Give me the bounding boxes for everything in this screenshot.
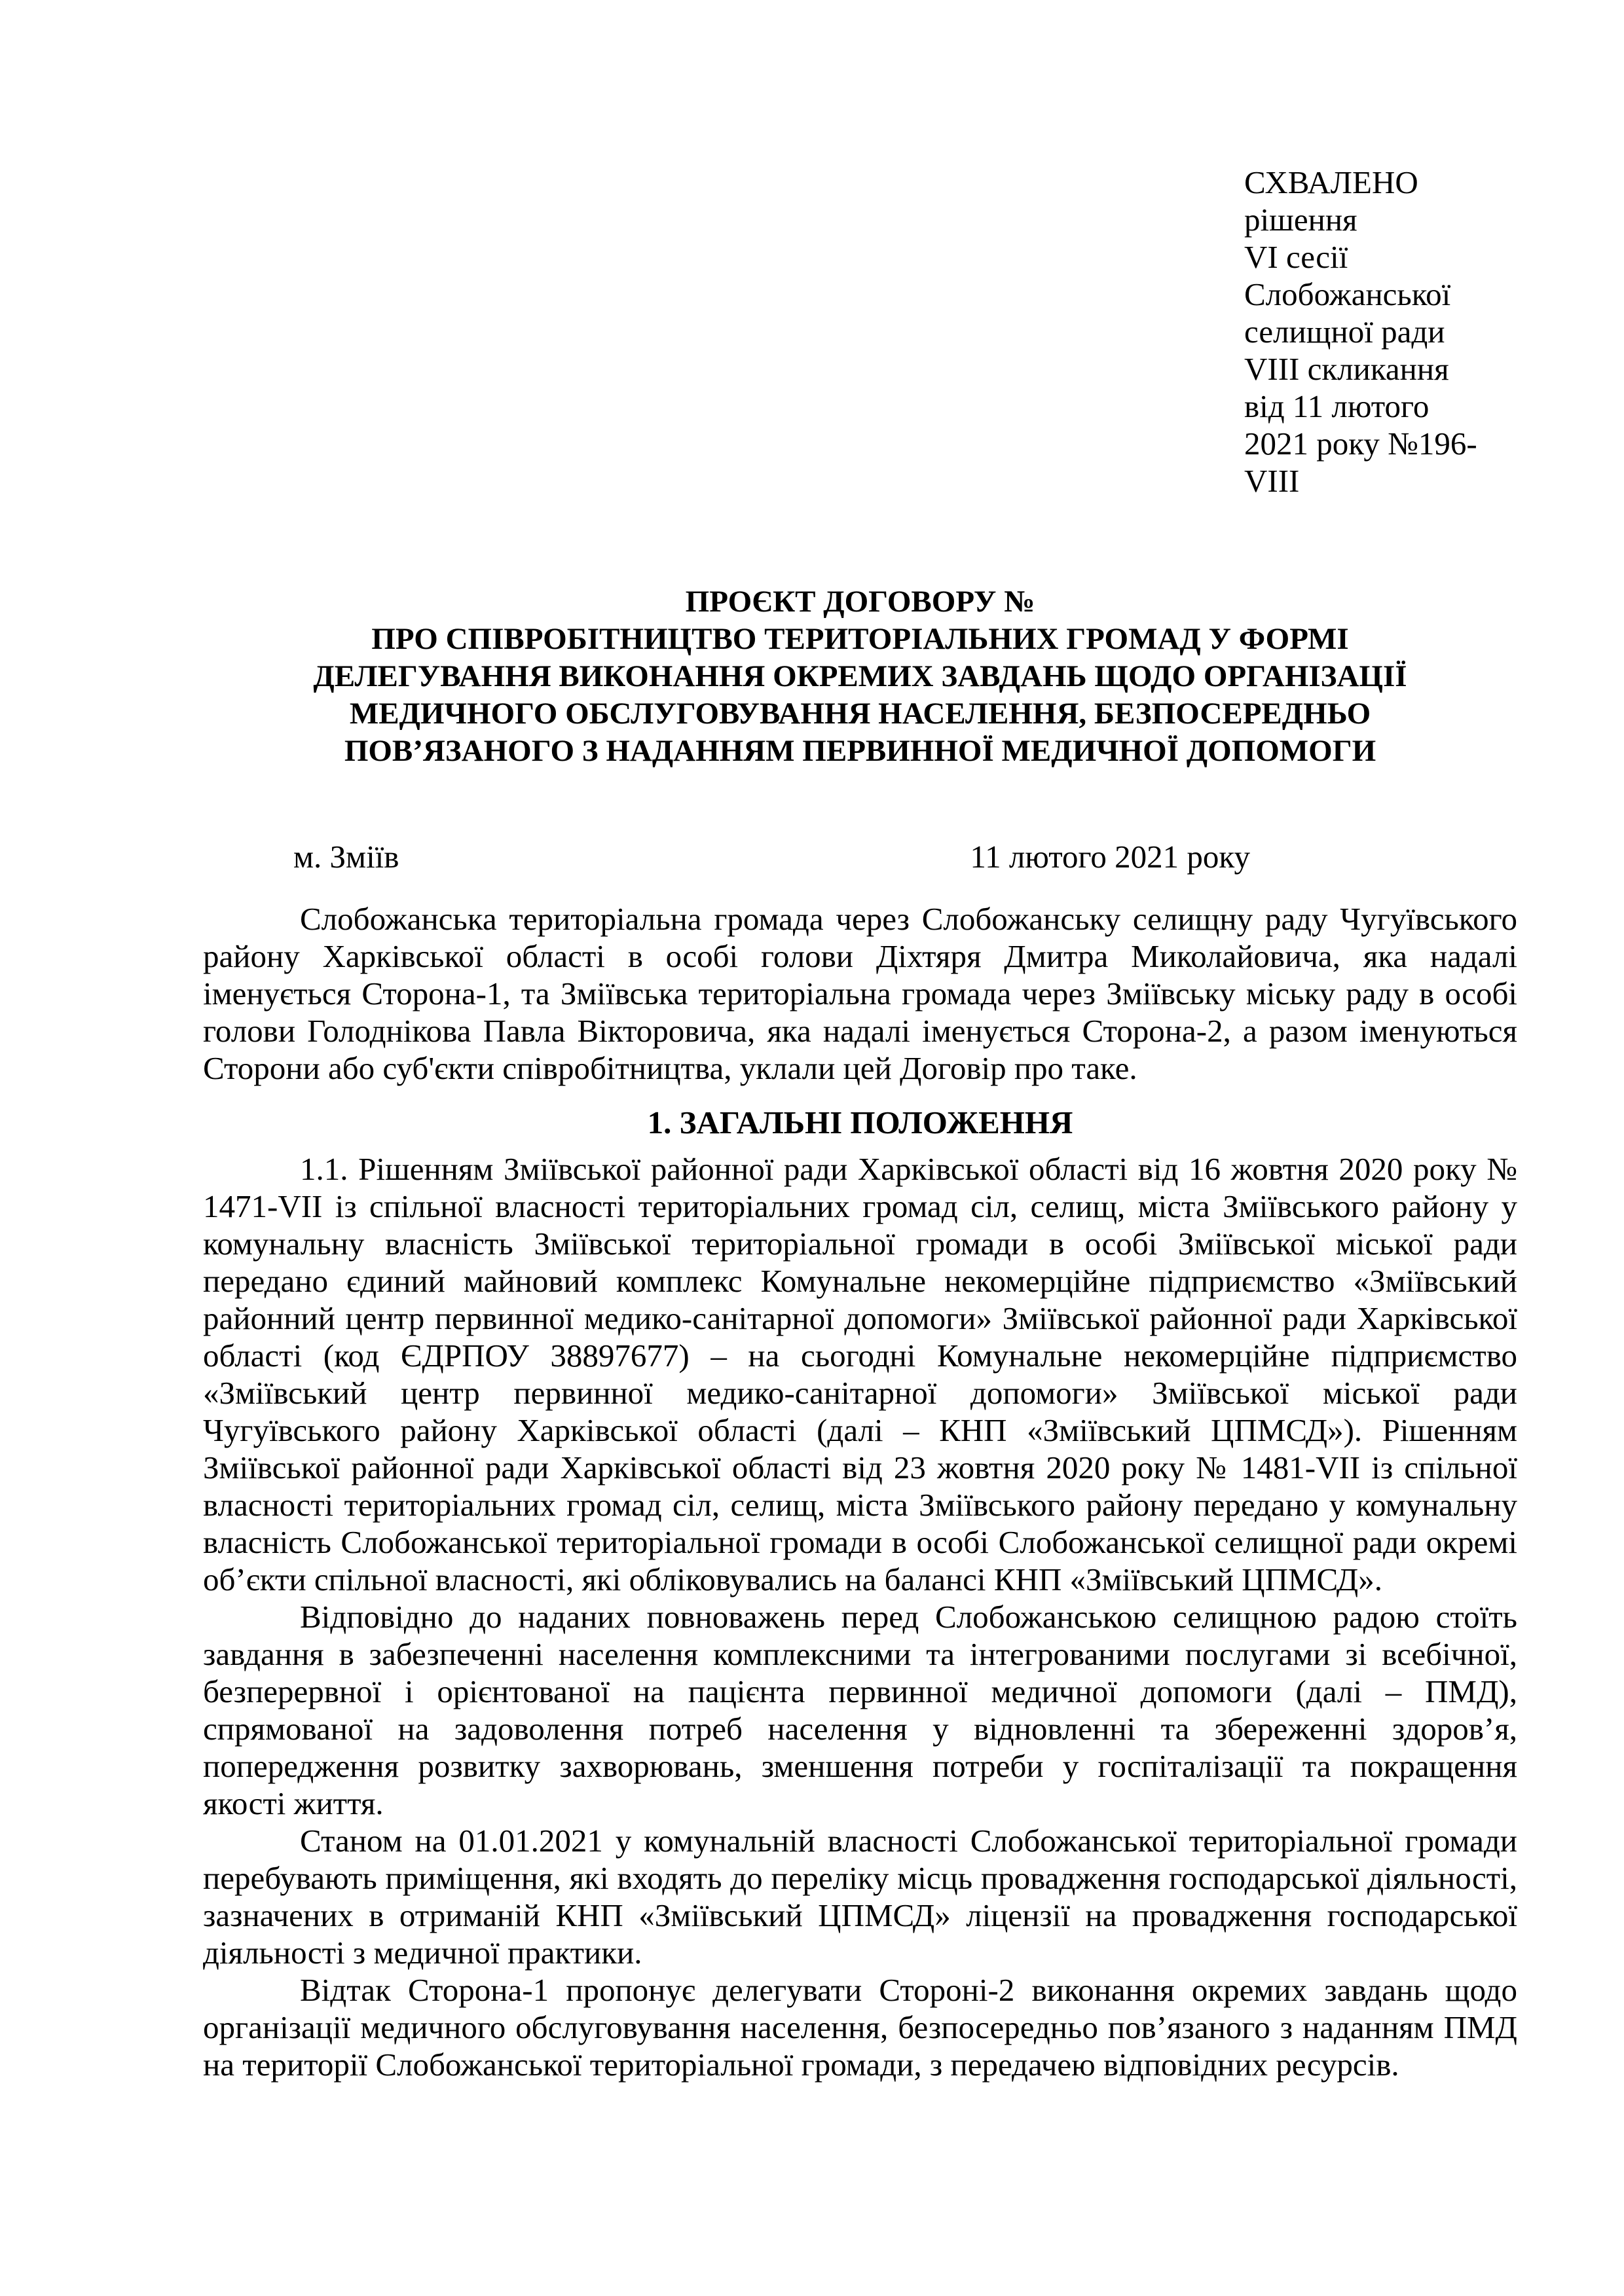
- title-line: МЕДИЧНОГО ОБСЛУГОВУВАННЯ НАСЕЛЕННЯ, БЕЗПОСЕРЕДНЬО: [349, 697, 1371, 731]
- approval-line: 2021 року №196-: [1244, 426, 1477, 462]
- paragraph-property-status: Станом на 01.01.2021 у комунальній власності Слобожанської територіальної громади перебувають приміщення, які входять до переліку місць провадження господарської діяльності, зазначених в отриманій КНП «Зміївський ЦПМСД» ліцензії на провадження господарської діяльності з медичної практики.: [203, 1823, 1517, 1971]
- title-line: ПРО СПІВРОБІТНИЦТВО ТЕРИТОРІАЛЬНИХ ГРОМАД У ФОРМІ: [371, 622, 1349, 656]
- date-label: 11 лютого 2021 року: [970, 839, 1250, 875]
- paragraph-1-1: 1.1. Рішенням Зміївської районної ради Харківської області від 16 жовтня 2020 року № 1471-VII із спільної власності територіальних громад сіл, селищ, міста Зміївського району у комунальну власність Зміївської територіальної громади в особі Зміївської міської ради передано єдиний майновий комплекс Комунальне некомерційне підприємство «Зміївський районний центр первинної медико-санітарної допомоги» Зміївської районної ради Харківської області (код ЄДРПОУ 38897677) – на сьогодні Комунальне некомерційне підприємство «Зміївський центр первинної медико-санітарної допомоги» Зміївської міської ради Чугуївського району Харківської області (далі – КНП «Зміївський ЦПМСД»). Рішенням Зміївської районної ради Харківської області від 23 жовтня 2020 року № 1481-VII із спільної власності територіальних громад сіл, селищ, міста Зміївського району передано у комунальну власність Слобожанської територіальної громади в особі Слобожанської селищної ради окремі об’єкти спільної власності, які обліковувались на балансі КНП «Зміївський ЦПМСД».: [203, 1151, 1517, 1597]
- dateline: [203, 838, 1517, 875]
- intro-paragraph: Слобожанська територіальна громада через Слобожанську селищну раду Чугуївського району Харківської області в особі голови Діхтяря Дмитра Миколайовича, яка надалі іменується Сторона-1, та Зміївська територіальна громада через Зміївську міську раду в особі голови Голоднікова Павла Вікторовича, яка надалі іменується Сторона-2, а разом іменуються Сторони або суб'єкти співробітництва, уклали цей Договір про таке.: [203, 901, 1517, 1086]
- approval-line: селищної ради: [1244, 314, 1445, 350]
- approval-line: VI сесії: [1244, 239, 1348, 275]
- title-line: ДЕЛЕГУВАННЯ ВИКОНАННЯ ОКРЕМИХ ЗАВДАНЬ ЩОДО ОРГАНІЗАЦІЇ: [313, 659, 1407, 693]
- approval-block: [1244, 164, 1517, 500]
- approval-line: СХВАЛЕНО: [1244, 164, 1418, 200]
- title-line: ПОВ’ЯЗАНОГО З НАДАННЯМ ПЕРВИННОЇ МЕДИЧНОЇ ДОПОМОГИ: [344, 734, 1376, 768]
- approval-line: рішення: [1244, 202, 1357, 238]
- section-heading: 1. ЗАГАЛЬНІ ПОЛОЖЕННЯ: [647, 1104, 1073, 1140]
- approval-line: VIII скликання: [1244, 351, 1449, 387]
- approval-line: Слобожанської: [1244, 276, 1451, 312]
- title-line: ПРОЄКТ ДОГОВОРУ №: [685, 585, 1035, 619]
- place-label: м. Зміїв: [293, 839, 399, 875]
- approval-line: VIII: [1244, 463, 1300, 499]
- approval-line: від 11 лютого: [1244, 388, 1430, 424]
- paragraph-delegation-proposal: Відтак Сторона-1 пропонує делегувати Стороні-2 виконання окремих завдань щодо організації медичного обслуговування населення, безпосередньо пов’язаного з наданням ПМД на території Слобожанської територіальної громади, з передачею відповідних ресурсів.: [203, 1972, 1517, 2083]
- document-title: [203, 583, 1517, 770]
- paragraph-powers: Відповідно до наданих повноважень перед Слобожанською селищною радою стоїть завдання в забезпеченні населення комплексними та інтегрованими послугами зі всебічної, безперервної і орієнтованої на пацієнта первинної медичної допомоги (далі – ПМД), спрямованої на задоволення потреб населення у відновленні та збереженні здоров’я, попередження розвитку захворювань, зменшення потреби у госпіталізації та покращення якості життя.: [203, 1599, 1517, 1821]
